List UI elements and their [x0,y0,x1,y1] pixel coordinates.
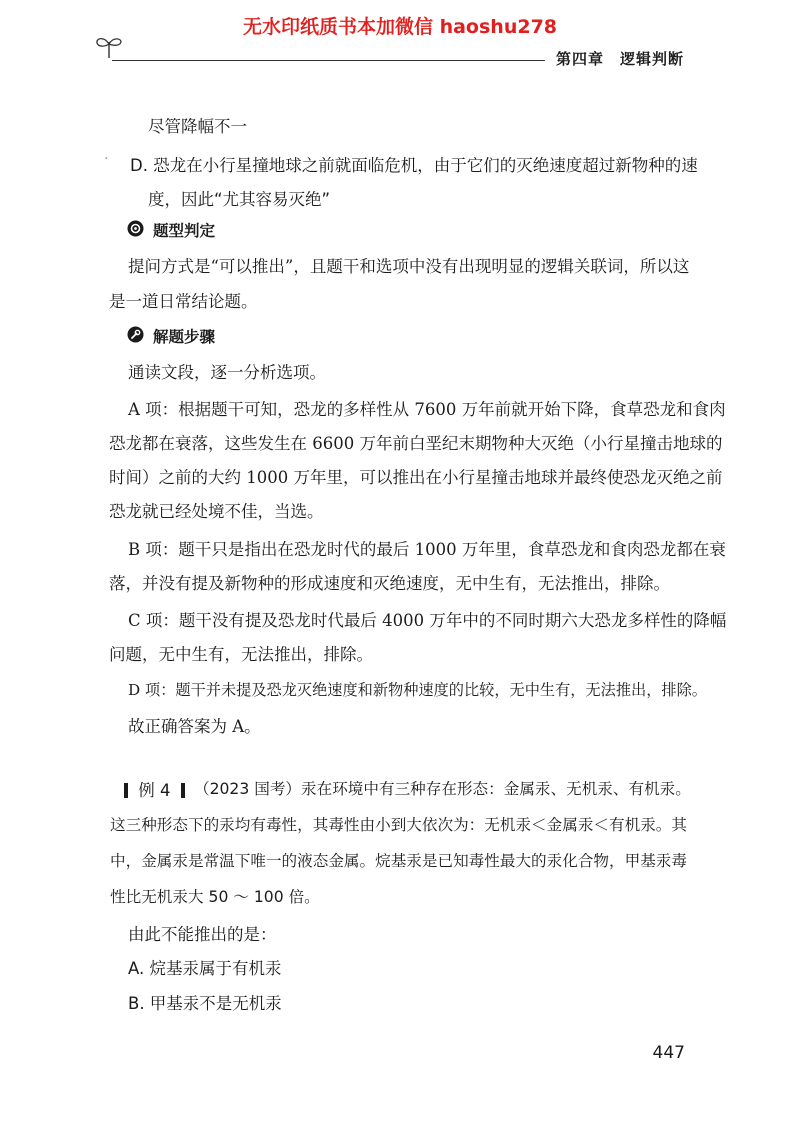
option-c-analysis-line1: C 项：题干没有提及恐龙时代最后 4000 万年中的不同时期六大恐龙多样性的降幅 [128,611,727,630]
example-line1: （2023 国考）汞在环境中有三种存在形态：金属汞、无机汞、有机汞。 [194,780,691,798]
option-d-line2: 度，因此“尤其容易灭绝” [148,190,331,209]
option-b-analysis-line1: B 项：题干只是指出在恐龙时代的最后 1000 万年里，食草恐龙和食肉恐龙都在衰 [128,540,726,559]
example-line2: 这三种形态下的汞均有毒性，其毒性由小到大依次为：无机汞＜金属汞＜有机汞。其 [110,816,687,834]
option-c-analysis-line2: 问题，无中生有，无法推出，排除。 [109,645,373,664]
example-line3: 中，金属汞是常温下唯一的液态金属。烷基汞是已知毒性最大的汞化合物，甲基汞毒 [110,852,687,870]
example-option-b: B. 甲基汞不是无机汞 [128,994,282,1013]
example-option-a: A. 烷基汞属于有机汞 [128,959,282,978]
example-bracket-left [124,783,128,798]
page-number: 447 [652,1043,685,1063]
wrench-icon [127,326,144,343]
option-a-analysis-line2: 恐龙都在衰落，这些发生在 6600 万年前白垩纪末期物种大灭绝（小行星撞击地球的 [109,434,723,453]
gear-icon [127,220,144,237]
sprout-icon [94,34,124,60]
option-a-analysis-line4: 恐龙就已经处境不佳，当选。 [109,502,324,521]
option-c-continuation: 尽管降幅不一 [148,117,247,136]
example-line4: 性比无机汞大 50 ～ 100 倍。 [110,888,320,906]
header-rule [112,60,545,61]
question-type-line1: 提问方式是“可以推出”，且题干和选项中没有出现明显的逻辑关联词，所以这 [128,257,690,276]
chapter-title: 第四章 逻辑判断 [556,50,685,68]
example-label [124,777,185,801]
option-d-line1: D. 恐龙在小行星撞地球之前就面临危机，由于它们的灭绝速度超过新物种的速 [130,156,698,175]
question-type-line2: 是一道日常结论题。 [109,292,258,311]
watermark-text: 无水印纸质书本加微信 haoshu278 [242,16,558,38]
correct-answer: 故正确答案为 A。 [128,717,261,736]
example-question: 由此不能推出的是： [128,925,277,944]
example-number: 例 4 [138,781,171,800]
example-bracket-right [181,783,185,798]
steps-intro: 通读文段，逐一分析选项。 [128,363,326,382]
option-d-analysis: D 项：题干并未提及恐龙灭绝速度和新物种速度的比较，无中生有，无法推出，排除。 [128,681,707,699]
option-b-analysis-line2: 落，并没有提及新物种的形成速度和灭绝速度，无中生有，无法推出，排除。 [109,574,670,593]
margin-mark: · [104,151,109,167]
section-title-question-type: 题型判定 [153,222,216,240]
section-title-solution-steps: 解题步骤 [153,328,216,346]
option-a-analysis-line1: A 项：根据题干可知，恐龙的多样性从 7600 万年前就开始下降，食草恐龙和食肉 [128,400,726,419]
option-a-analysis-line3: 时间）之前的大约 1000 万年里，可以推出在小行星撞击地球并最终使恐龙灭绝之前 [109,468,723,487]
